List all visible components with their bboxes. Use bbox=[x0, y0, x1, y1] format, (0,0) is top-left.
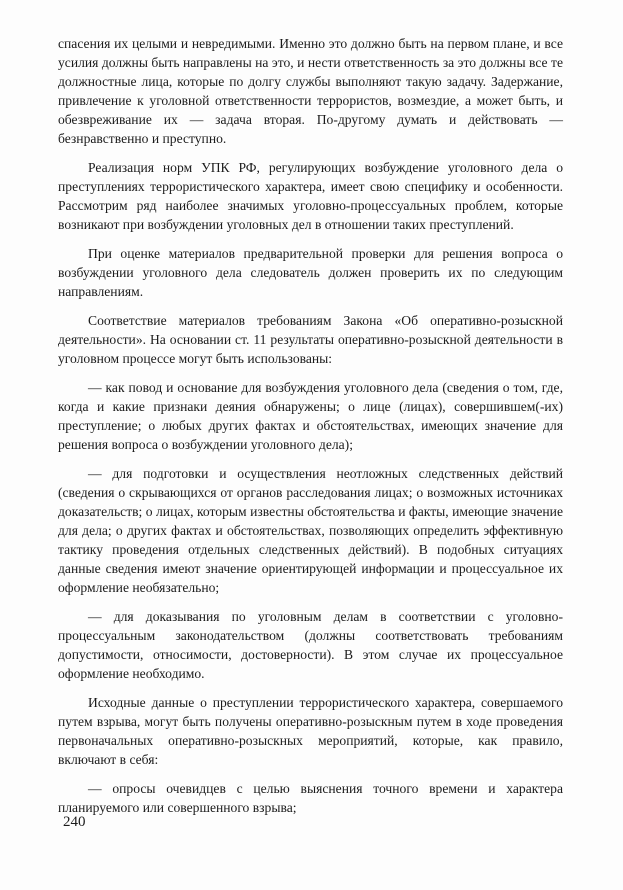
paragraph-7: — для доказывания по уголовным делам в соответствии с уголовно-процессуальным законодательством (должны соответствовать требованиям допустимости, относимости, достоверности). В этом случае их процессуальное оформление необходимо. bbox=[58, 609, 563, 681]
paragraph-3: При оценке материалов предварительной проверки для решения вопроса о возбуждении уголовного дела следователь должен проверить их по следующим направлениям. bbox=[58, 246, 563, 299]
page-body bbox=[58, 34, 563, 827]
paragraph-5: — как повод и основание для возбуждения уголовного дела (сведения о том, где, когда и какие признаки деяния обнаружены; о лице (лицах), совершившем(-их) преступление; о любых других фактах и обстоятельствах, имеющих значение для решения вопроса о возбуждении уголовного дела); bbox=[58, 380, 563, 452]
paragraph-9: — опросы очевидцев с целью выяснения точного времени и характера планируемого или совершенного взрыва; bbox=[58, 781, 563, 815]
paragraph-8: Исходные данные о преступлении террористического характера, совершаемого путем взрыва, могут быть получены оперативно-розыскным путем в ходе проведения первоначальных оперативно-розыскных мероприятий, которые, как правило, включают в себя: bbox=[58, 695, 563, 767]
paragraph-6: — для подготовки и осуществления неотложных следственных действий (сведения о скрывающихся от органов расследования лицах; о возможных источниках доказательств; о лицах, которым известны обстоятельства и факты, имеющие значение для дела; о других фактах и обстоятельствах, позволяющих определить эффективную тактику проведения отдельных следственных действий). В подобных ситуациях данные сведения имеют значение ориентирующей информации и процессуальное их оформление необязательно; bbox=[58, 466, 563, 595]
paragraph-1: спасения их целыми и невредимыми. Именно это должно быть на первом плане, и все усилия должны быть направлены на это, и нести ответственность за это должны все те должностные лица, которые по долгу службы выполняют такую задачу. Задержание, привлечение к уголовной ответственности террористов, возмездие, а может быть, и обезвреживание их — задача вторая. По-другому думать и действовать — безнравственно и преступно. bbox=[58, 36, 563, 146]
paragraph-2: Реализация норм УПК РФ, регулирующих возбуждение уголовного дела о преступлениях террористического характера, имеет свою специфику и особенности. Рассмотрим ряд наиболее значимых уголовно-процессуальных проблем, которые возникают при возбуждении уголовных дел в отношении таких преступлений. bbox=[58, 160, 563, 232]
paragraph-4: Соответствие материалов требованиям Закона «Об оперативно-розыскной деятельности». На основании ст. 11 результаты оперативно-розыскной деятельности в уголовном процессе могут быть использованы: bbox=[58, 313, 563, 366]
page-number: 240 bbox=[63, 814, 86, 830]
